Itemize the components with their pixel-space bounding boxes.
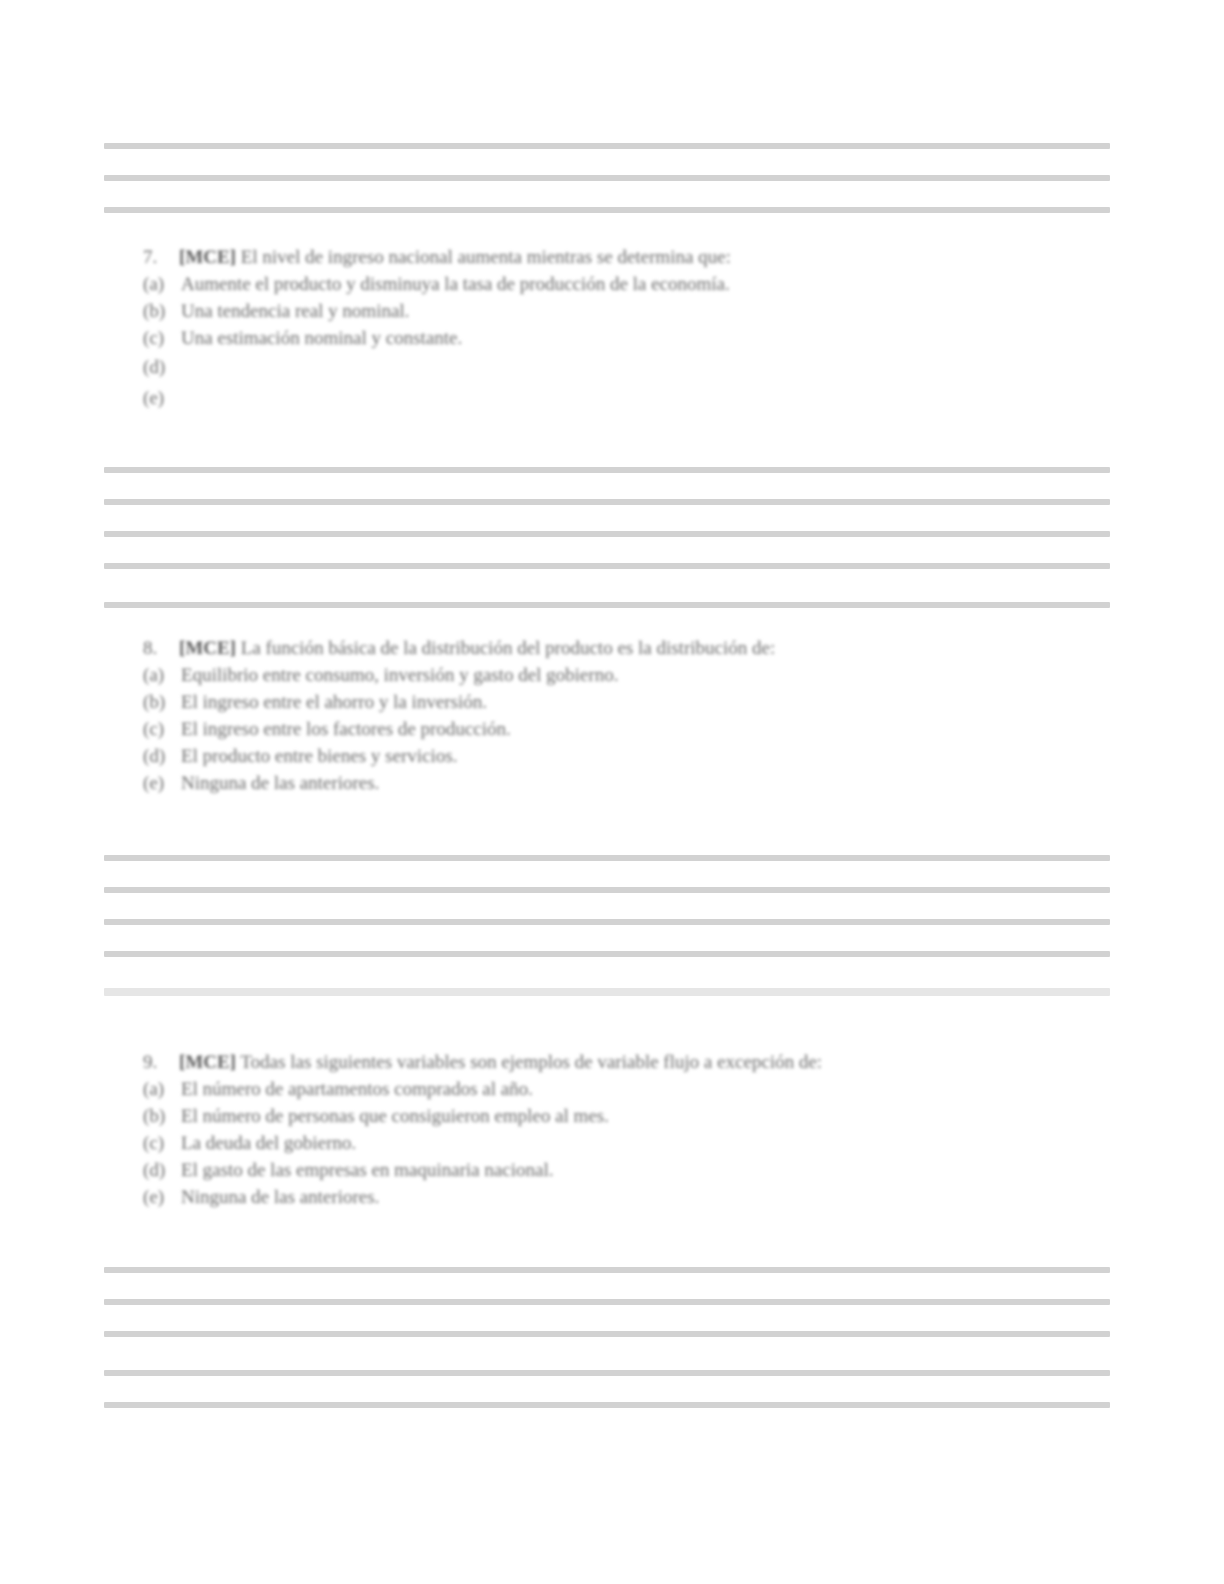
answer-line xyxy=(104,855,1110,861)
answer-line xyxy=(104,919,1110,925)
question-8 xyxy=(143,635,1103,797)
question-7 xyxy=(143,244,1103,412)
option-letter: (b) xyxy=(143,692,166,713)
answer-line xyxy=(104,1267,1110,1273)
question-number: 8. xyxy=(143,638,158,659)
option-text: El número de apartamentos comprados al año. xyxy=(181,1079,533,1100)
answer-line xyxy=(104,531,1110,537)
question-stem xyxy=(143,1049,1103,1076)
question-stem xyxy=(143,244,1103,271)
option-letter: (e) xyxy=(143,1187,165,1208)
answer-line xyxy=(104,1299,1110,1305)
option-letter: (d) xyxy=(143,1160,166,1181)
option-letter: (e) xyxy=(143,388,165,409)
option-text: Una tendencia real y nominal. xyxy=(181,301,410,322)
option-text: Ninguna de las anteriores. xyxy=(181,1187,380,1208)
answer-line xyxy=(104,602,1110,608)
question-text: El nivel de ingreso nacional aumenta mientras se determina que: xyxy=(240,247,731,268)
option-letter: (d) xyxy=(143,746,166,767)
option-c xyxy=(143,1130,1103,1157)
option-text: El ingreso entre el ahorro y la inversión. xyxy=(181,692,488,713)
option-letter: (d) xyxy=(143,357,166,378)
question-tag: [MCE] xyxy=(179,638,236,659)
question-number: 9. xyxy=(143,1052,158,1073)
answer-line xyxy=(104,951,1110,957)
option-letter: (a) xyxy=(143,665,165,686)
option-b xyxy=(143,689,1103,716)
option-text: El ingreso entre los factores de producción. xyxy=(181,719,511,740)
question-number: 7. xyxy=(143,247,158,268)
option-e xyxy=(143,770,1103,797)
option-letter: (b) xyxy=(143,301,166,322)
question-text: Todas las siguientes variables son ejemplos de variable flujo a excepción de: xyxy=(240,1052,823,1073)
answer-line xyxy=(104,499,1110,505)
answer-line xyxy=(104,467,1110,473)
option-letter: (c) xyxy=(143,328,165,349)
option-d xyxy=(143,354,1103,381)
option-e xyxy=(143,385,1103,412)
question-tag: [MCE] xyxy=(179,247,236,268)
option-text: Equilibrio entre consumo, inversión y gasto del gobierno. xyxy=(181,665,619,686)
answer-line xyxy=(104,143,1110,149)
option-a xyxy=(143,271,1103,298)
option-text: Una estimación nominal y constante. xyxy=(181,328,463,349)
answer-line xyxy=(104,563,1110,569)
option-text: El producto entre bienes y servicios. xyxy=(181,746,458,767)
question-tag: [MCE] xyxy=(179,1052,236,1073)
option-text: El gasto de las empresas en maquinaria nacional. xyxy=(181,1160,554,1181)
option-letter: (c) xyxy=(143,1133,165,1154)
option-a xyxy=(143,662,1103,689)
answer-line xyxy=(104,887,1110,893)
option-b xyxy=(143,298,1103,325)
answer-line xyxy=(104,207,1110,213)
question-text: La función básica de la distribución del producto es la distribución de: xyxy=(240,638,776,659)
option-a xyxy=(143,1076,1103,1103)
option-text: Ninguna de las anteriores. xyxy=(181,773,380,794)
answer-line xyxy=(104,1402,1110,1408)
option-text: El número de personas que consiguieron empleo al mes. xyxy=(181,1106,609,1127)
option-b xyxy=(143,1103,1103,1130)
option-c xyxy=(143,325,1103,352)
option-e xyxy=(143,1184,1103,1211)
option-text: La deuda del gobierno. xyxy=(181,1133,357,1154)
option-d xyxy=(143,743,1103,770)
option-letter: (e) xyxy=(143,773,165,794)
answer-line xyxy=(104,1370,1110,1376)
option-letter: (b) xyxy=(143,1106,166,1127)
option-d xyxy=(143,1157,1103,1184)
answer-line xyxy=(104,1331,1110,1337)
option-c xyxy=(143,716,1103,743)
answer-line xyxy=(104,988,1110,996)
question-stem xyxy=(143,635,1103,662)
option-text: Aumente el producto y disminuya la tasa de producción de la economía. xyxy=(181,274,730,295)
option-letter: (c) xyxy=(143,719,165,740)
answer-line xyxy=(104,175,1110,181)
question-9 xyxy=(143,1049,1103,1211)
option-letter: (a) xyxy=(143,274,165,295)
option-letter: (a) xyxy=(143,1079,165,1100)
